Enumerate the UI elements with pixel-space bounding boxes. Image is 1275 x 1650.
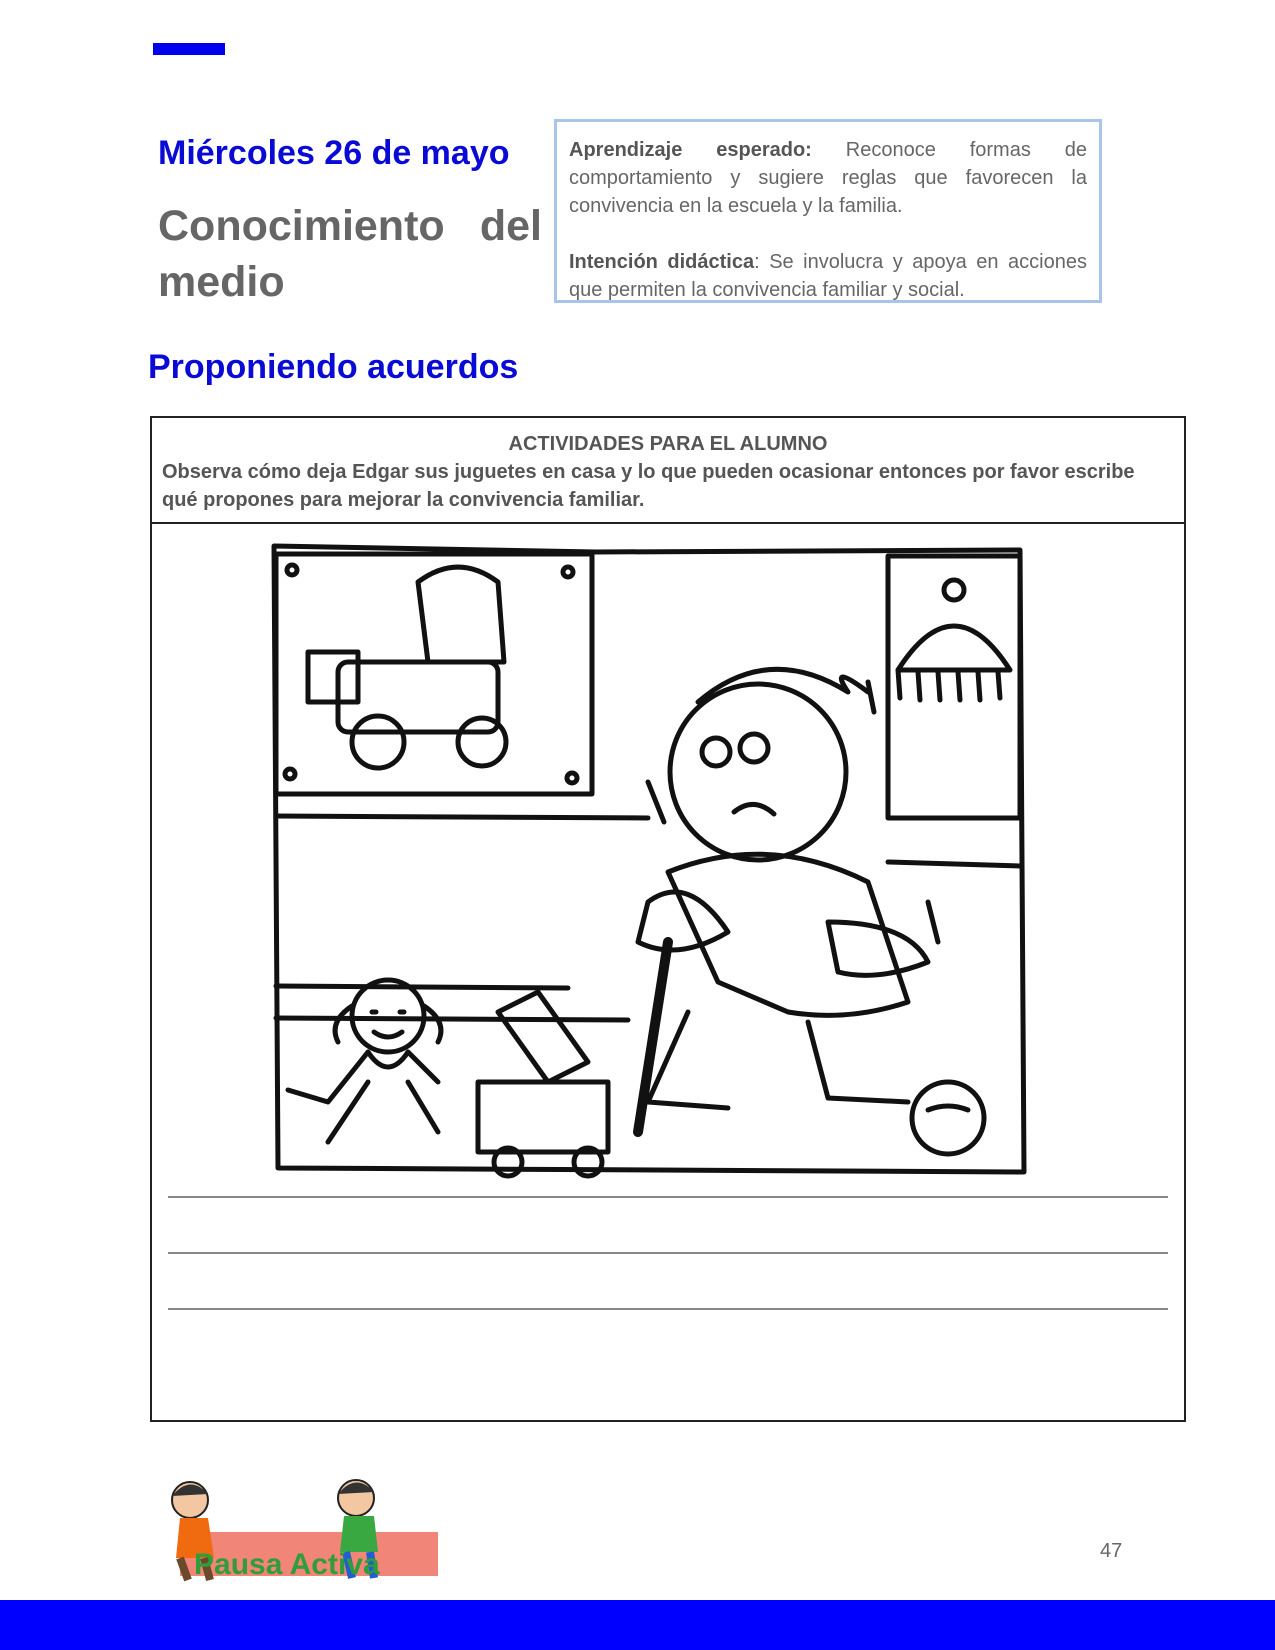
didactic-intention-label: Intención didáctica <box>569 251 755 273</box>
answer-line-3[interactable] <box>168 1308 1168 1310</box>
learning-expected <box>569 136 1087 220</box>
learning-expected-label: Aprendizaje esperado: <box>569 139 812 161</box>
toys-illustration <box>268 542 1060 1182</box>
top-accent-bar <box>153 43 225 55</box>
activity-instructions: Observa cómo deja Edgar sus juguetes en casa y lo que pueden ocasionar entonces por favor escribe qué propones para mejorar la convivencia familiar. <box>162 461 1135 511</box>
pausa-activa-logo <box>160 1468 442 1584</box>
answer-line-1[interactable] <box>168 1196 1168 1198</box>
didactic-intention-text: : Se involucra y apoya en acciones que permiten la convivencia familiar y social. <box>569 251 1087 301</box>
subject-title-line1: Conocimiento del <box>158 202 542 250</box>
activity-heading: ACTIVIDADES PARA EL ALUMNO <box>508 433 828 455</box>
activity-header <box>152 418 1184 524</box>
bottom-bar <box>0 1600 1275 1650</box>
section-title: Proponiendo acuerdos <box>148 348 519 386</box>
subject-title-line2: medio <box>158 258 285 306</box>
page-number: 47 <box>1100 1540 1123 1562</box>
didactic-intention <box>569 248 1087 304</box>
learning-info-box <box>554 119 1102 303</box>
pausa-activa-text: Pausa Activa <box>194 1548 380 1581</box>
lesson-date: Miércoles 26 de mayo <box>158 134 510 172</box>
learning-expected-text: Reconoce formas de comportamiento y sugiere reglas que favorecen la convivencia en la escuela y la familia. <box>569 139 1087 217</box>
activity-box <box>150 416 1186 1422</box>
subject-title <box>158 198 542 310</box>
answer-line-2[interactable] <box>168 1252 1168 1254</box>
